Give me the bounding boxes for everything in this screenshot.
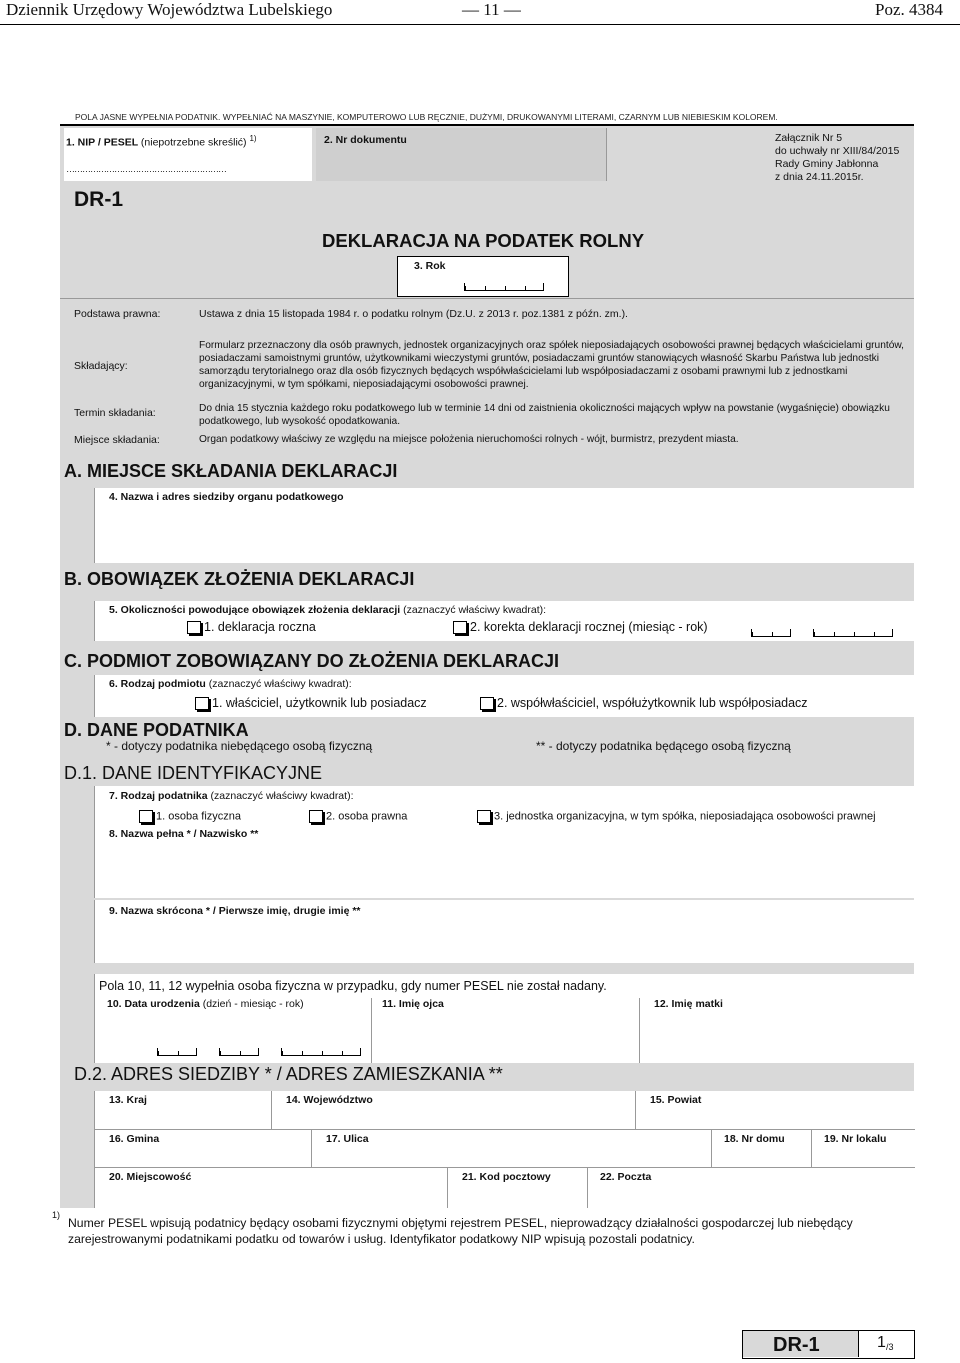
footer-code-box [742, 1330, 915, 1359]
info-block [60, 298, 914, 455]
note-natural-person: ** - dotyczy podatnika będącego osobą fizyczną [536, 739, 791, 753]
year-field[interactable] [397, 256, 569, 297]
district-label: 15. Powiat [650, 1094, 702, 1106]
nip-pesel-field[interactable] [64, 128, 312, 181]
pesel-note: Pola 10, 11, 12 wypełnia osoba fizyczna w przypadku, gdy numer PESEL nie został nadany. [99, 979, 607, 993]
year-label: 3. Rok [414, 260, 446, 272]
place-label: Miejsce składania: [74, 434, 160, 446]
birth-date-field[interactable] [107, 998, 369, 1063]
footer-page-total: /3 [886, 1342, 894, 1352]
mother-name-field[interactable] [639, 998, 915, 1063]
checkbox-owner[interactable] [195, 697, 209, 710]
birth-date-note: (dzień - miesiąc - rok) [202, 998, 304, 1010]
footer-form-code: DR-1 [773, 1334, 820, 1356]
filer-text: Formularz przeznaczony dla osób prawnych, jednostek organizacyjnych oraz spółek nieposiadających osobowości prawnej będących właścicielami gruntów, posiadaczami samoistnymi gruntów, użytkownikami wieczystymi gruntów, posiadaczami gruntów stanowiących własność Skarbu Państwa lub jednostki samorządu terytorialnego oraz dla osób fizycznych będących współwłaścicielami lub współposiadaczami z osobami prawnymi lub z jednostkami organizacyjnymi, w tym spółkami, nieposiadającymi osobowości prawnej. [199, 340, 904, 390]
section-b-title: B. OBOWIĄZEK ZŁOŻENIA DEKLARACJI [64, 569, 415, 589]
apartment-number-label: 19. Nr lokalu [824, 1133, 887, 1145]
birth-date-label: 10. Data urodzenia [107, 998, 200, 1010]
birth-month-cells[interactable] [219, 1048, 259, 1056]
taxpayer-type-note: (zaznaczyć właściwy kwadrat): [210, 790, 354, 802]
obligation-field [94, 601, 914, 641]
attachment-note [606, 128, 912, 181]
position-number: Poz. 4384 [875, 0, 943, 19]
footnote-ref: 1) [249, 134, 257, 143]
page-number: — 11 — [462, 0, 521, 19]
option-natural-person[interactable] [139, 810, 241, 823]
correction-year-cells[interactable] [813, 629, 893, 637]
option-co-owner-label: 2. współwłaściciel, współużytkownik lub współposiadacz [497, 696, 808, 710]
post-office-label: 22. Poczta [600, 1171, 652, 1183]
fill-instruction: POLA JASNE WYPEŁNIA PODATNIK. WYPEŁNIAĆ NA MASZYNIE, KOMPUTEROWO LUB RĘCZNIE, DUŻYMI, DRUKOWANYMI LITERAMI, CZARNYM LUB NIEBIESKIM KOLOREM. [75, 112, 778, 122]
birth-year-cells[interactable] [281, 1048, 361, 1056]
form-title: DEKLARACJA NA PODATEK ROLNY [322, 230, 645, 251]
nip-pesel-dots: …………………………………………………… [66, 164, 226, 174]
legal-basis-text: Ustawa z dnia 15 listopada 1984 r. o podatku rolnym (Dz.U. z 2013 r. poz.1381 z późn. zm.). [199, 308, 628, 320]
section-b [60, 563, 914, 649]
header-block [60, 124, 914, 298]
tax-office-label: 4. Nazwa i adres siedziby organu podatkowego [109, 491, 344, 503]
nip-pesel-label: 1. NIP / PESEL [66, 136, 138, 149]
entity-type-label: 6. Rodzaj podmiotu [109, 678, 206, 690]
checkbox-natural-person[interactable] [139, 810, 153, 823]
section-d2 [60, 1063, 914, 1208]
header-divider [0, 24, 960, 25]
postal-code-label: 21. Kod pocztowy [462, 1171, 551, 1183]
deadline-text: Do dnia 15 stycznia każdego roku podatkowego lub w terminie 14 dni od zaistnienia okoliczności mających wpływ na powstanie (wygaśnięcie) obowiązku podatkowego, lub wysokość opodatkowania. [199, 403, 890, 427]
option-annual[interactable] [187, 620, 316, 634]
tax-office-field[interactable] [94, 488, 914, 563]
full-name-field[interactable] [94, 826, 914, 898]
city-label: 20. Miejscowość [109, 1171, 192, 1183]
doc-number-label: 2. Nr dokumentu [324, 134, 407, 146]
checkbox-correction[interactable] [453, 621, 467, 634]
post-office-field[interactable] [587, 1167, 915, 1208]
nip-pesel-note: (niepotrzebne skreślić) [140, 136, 247, 149]
city-field[interactable] [95, 1167, 447, 1208]
country-field[interactable] [95, 1091, 271, 1129]
option-legal-person[interactable] [309, 810, 407, 823]
attachment-line1: Załącznik Nr 5 [775, 132, 843, 144]
district-field[interactable] [635, 1091, 915, 1129]
commune-label: 16. Gmina [109, 1133, 160, 1145]
correction-month-cells[interactable] [751, 629, 791, 637]
legal-basis-label: Podstawa prawna: [74, 308, 161, 320]
attachment-line4: z dnia 24.11.2015r. [775, 171, 864, 183]
option-correction-label: 2. korekta deklaracji rocznej (miesiąc - rok) [470, 620, 708, 634]
house-number-label: 18. Nr domu [724, 1133, 785, 1145]
checkbox-legal-person[interactable] [309, 810, 323, 823]
filer-label: Składający: [74, 360, 128, 372]
option-org-unit-label: 3. jednostka organizacyjna, w tym spółka, nieposiadająca osobowości prawnej [494, 810, 876, 823]
place-text: Organ podatkowy właściwy ze względu na miejsce położenia nieruchomości rolnych - wójt, burmistrz, prezydent miasta. [199, 434, 739, 445]
postal-code-field[interactable] [447, 1167, 587, 1208]
section-d1-title: D.1. DANE IDENTYFIKACYJNE [64, 763, 323, 783]
journal-title: Dziennik Urzędowy Województwa Lubelskiego [6, 0, 333, 19]
mother-name-label: 12. Imię matki [654, 998, 723, 1010]
footnote-text: Numer PESEL wpisują podatnicy będący osobami fizycznymi objętymi rejestrem PESEL, nieprowadzący działalności gospodarczej lub niebędący zarejestrowanymi podatnikami podatku od towarów i usług. Identyfikator podatkowy NIP wpisują pozostali podatnicy. [68, 1216, 853, 1246]
deadline-label: Termin składania: [74, 407, 156, 419]
birth-day-cells[interactable] [157, 1048, 197, 1056]
section-d-title: D. DANE PODATNIKA [64, 720, 249, 740]
section-a [60, 455, 914, 563]
option-org-unit[interactable] [477, 810, 876, 823]
taxpayer-type-label: 7. Rodzaj podatnika [109, 790, 208, 802]
commune-field[interactable] [95, 1129, 311, 1167]
doc-number-field [316, 128, 606, 181]
apartment-number-field[interactable] [811, 1129, 915, 1167]
option-annual-label: 1. deklaracja roczna [204, 620, 316, 634]
checkbox-org-unit[interactable] [477, 810, 491, 823]
note-legal-entity: * - dotyczy podatnika niebędącego osobą fizyczną [106, 739, 373, 753]
attachment-line3: Rady Gminy Jabłonna [775, 158, 879, 170]
option-natural-person-label: 1. osoba fizyczna [156, 810, 241, 823]
section-d2-title: D.2. ADRES SIEDZIBY * / ADRES ZAMIESZKANIA ** [74, 1064, 503, 1084]
option-owner-label: 1. właściciel, użytkownik lub posiadacz [212, 696, 427, 710]
section-c [60, 649, 914, 717]
form-code: DR-1 [74, 188, 124, 211]
section-a-title: A. MIEJSCE SKŁADANIA DEKLARACJI [64, 461, 398, 481]
year-cells [464, 283, 544, 291]
short-name-field[interactable] [94, 900, 914, 963]
entity-type-field [94, 675, 914, 717]
taxpayer-type-field [94, 786, 914, 826]
option-co-owner[interactable] [480, 696, 808, 710]
entity-type-note: (zaznaczyć właściwy kwadrat): [208, 678, 352, 690]
father-name-field[interactable] [371, 998, 639, 1063]
voivodeship-field[interactable] [271, 1091, 635, 1129]
footer-page-number: 1 [877, 1334, 886, 1351]
footnote-mark: 1) [52, 1210, 61, 1220]
checkbox-co-owner[interactable] [480, 697, 494, 710]
obligation-label: 5. Okoliczności powodujące obowiązek złożenia deklaracji [109, 604, 401, 616]
section-d [60, 717, 914, 963]
checkbox-annual[interactable] [187, 621, 201, 634]
option-correction[interactable] [453, 620, 708, 634]
short-name-label: 9. Nazwa skrócona * / Pierwsze imię, drugie imię ** [109, 905, 361, 917]
father-name-label: 11. Imię ojca [382, 998, 444, 1010]
attachment-line2: do uchwały nr XIII/84/2015 [775, 145, 900, 157]
country-label: 13. Kraj [109, 1094, 147, 1106]
obligation-note: (zaznaczyć właściwy kwadrat): [403, 604, 547, 616]
voivodeship-label: 14. Województwo [286, 1094, 373, 1106]
section-c-title: C. PODMIOT ZOBOWIĄZANY DO ZŁOŻENIA DEKLARACJI [64, 651, 559, 671]
street-label: 17. Ulica [326, 1133, 369, 1145]
house-number-field[interactable] [711, 1129, 811, 1167]
option-owner[interactable] [195, 696, 427, 710]
street-field[interactable] [311, 1129, 711, 1167]
option-legal-person-label: 2. osoba prawna [326, 810, 408, 823]
full-name-label: 8. Nazwa pełna * / Nazwisko ** [109, 828, 259, 840]
pesel-fields-block [60, 963, 914, 1063]
